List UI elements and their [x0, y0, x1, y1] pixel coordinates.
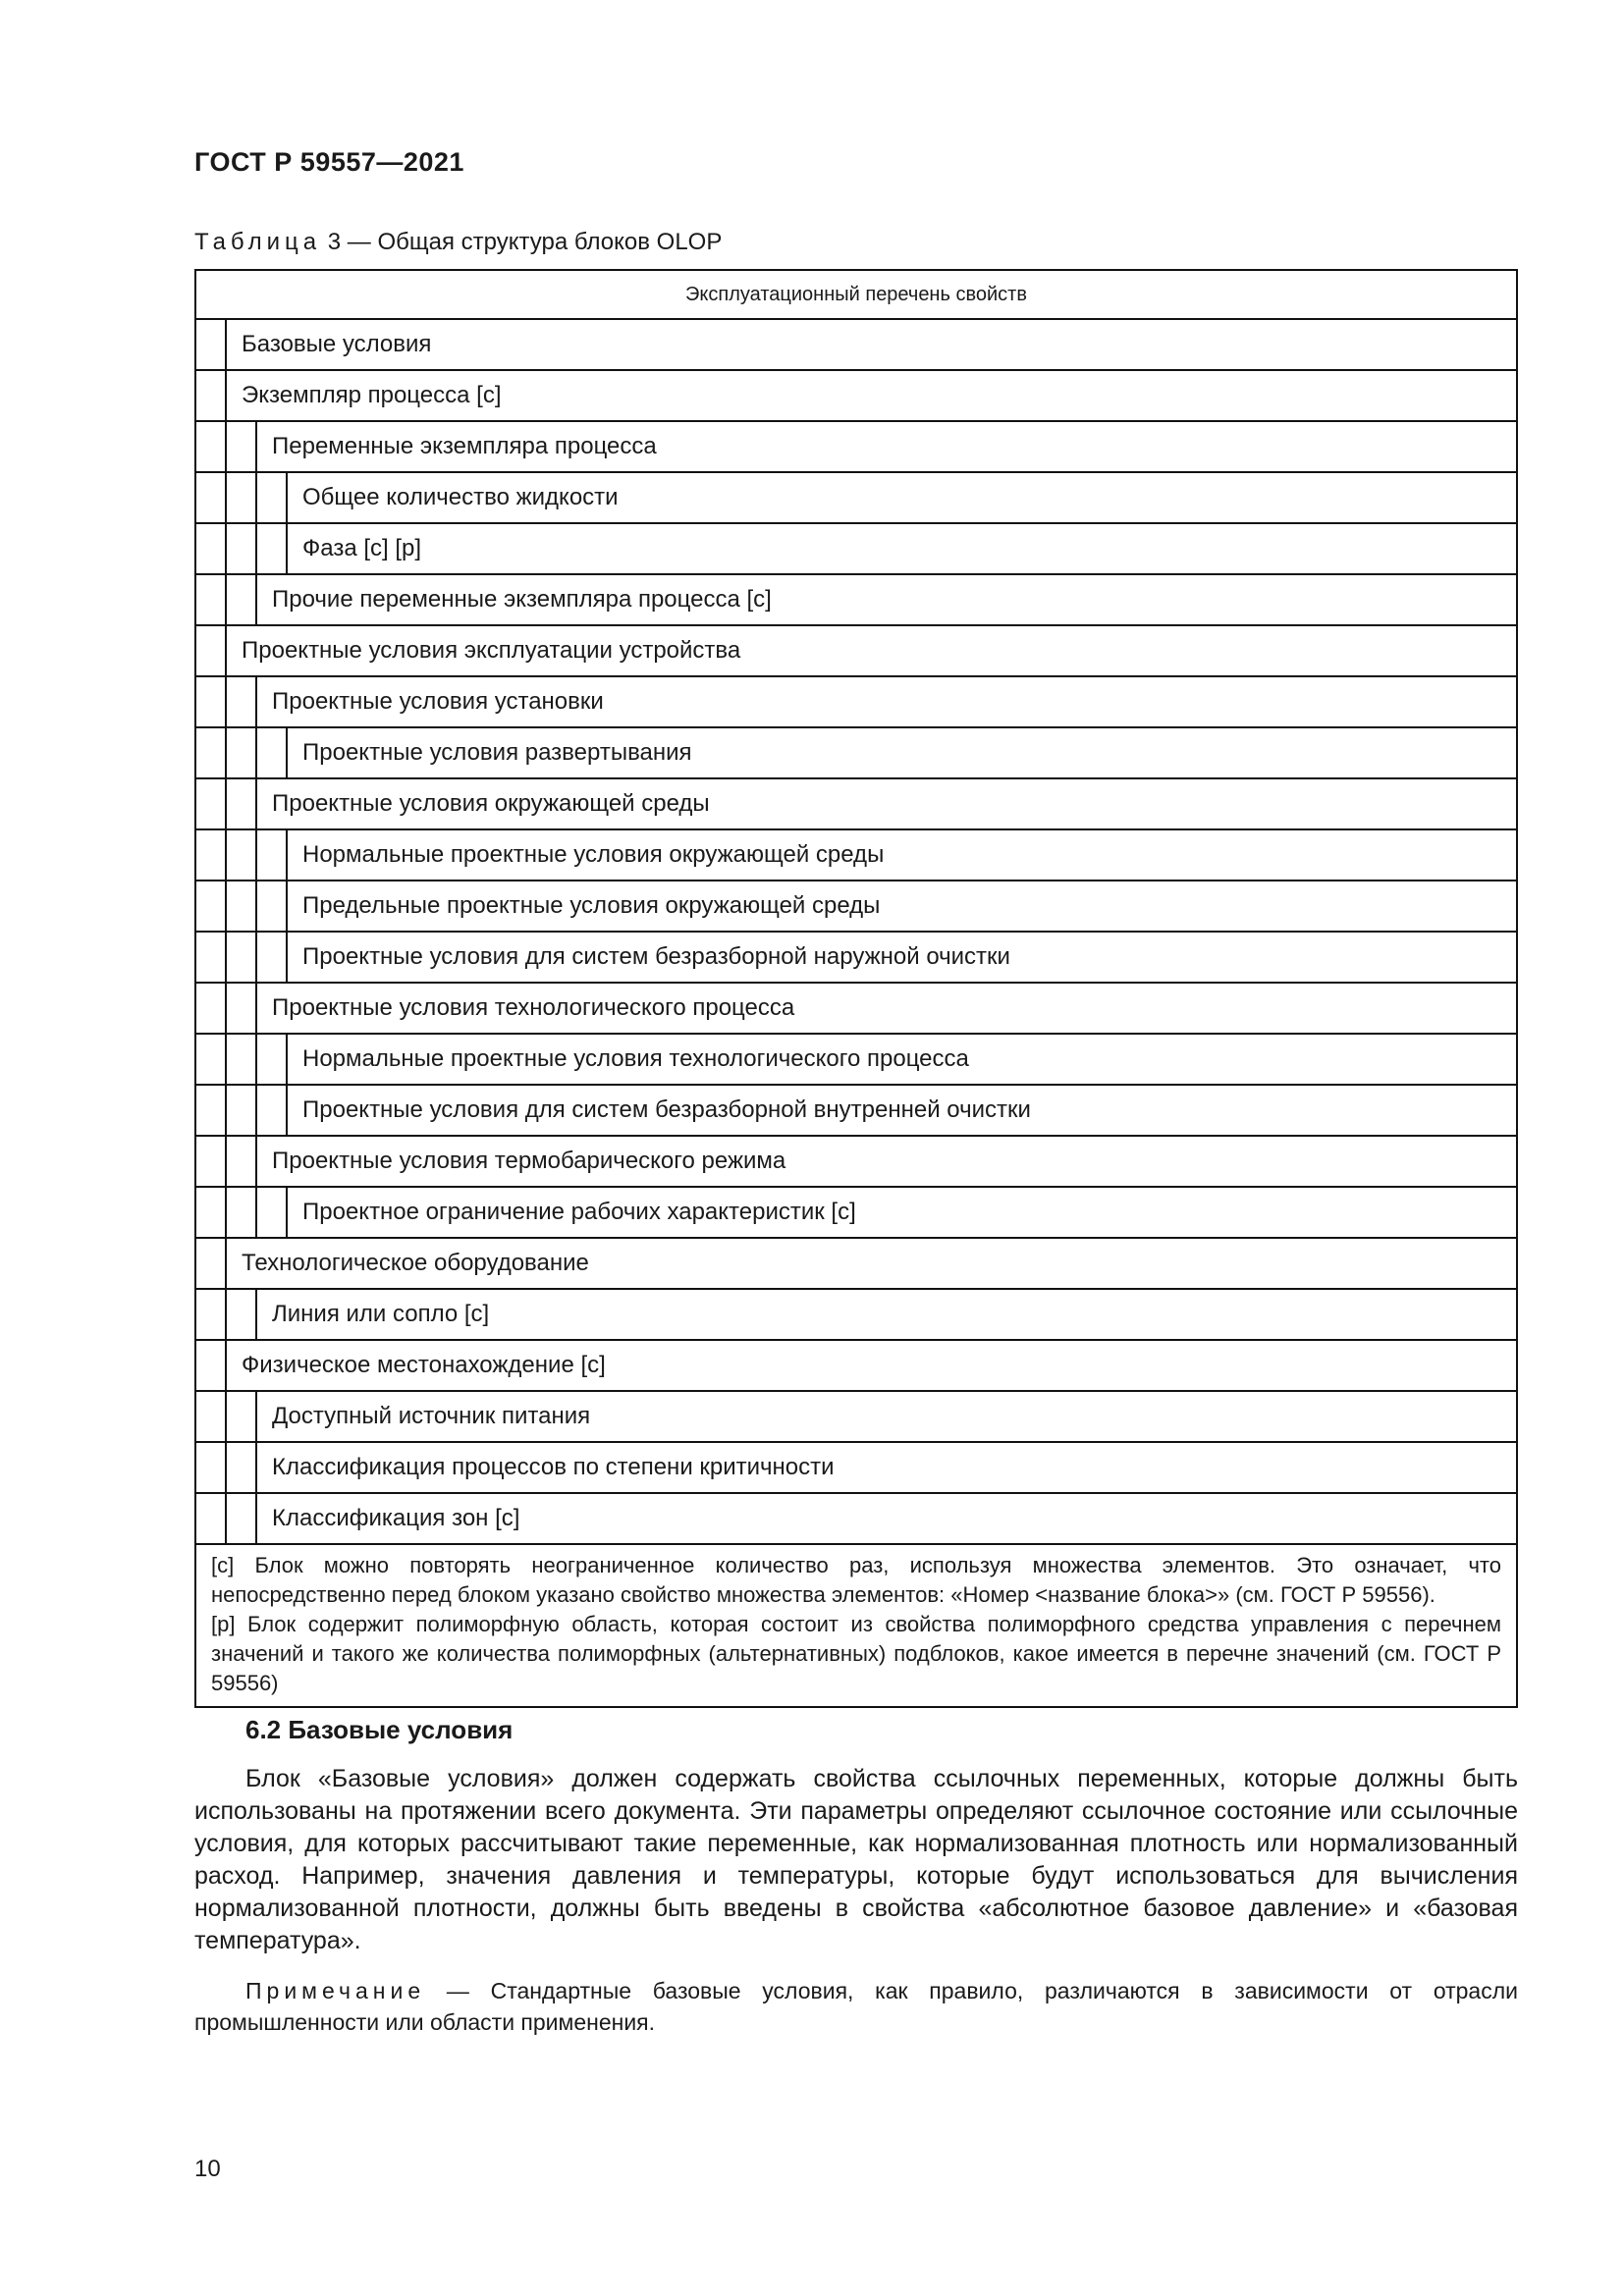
document-code: ГОСТ Р 59557—2021 — [194, 147, 464, 177]
indent-guide — [257, 881, 288, 931]
row-label: Экземпляр процесса [с] — [242, 382, 502, 408]
row-label: Классификация процессов по степени критичности — [272, 1454, 835, 1480]
indent-guide — [227, 1443, 257, 1492]
table-row — [196, 1290, 1516, 1341]
indent-guide — [196, 422, 227, 471]
table-row — [196, 677, 1516, 728]
table-row — [196, 1137, 1516, 1188]
table-row — [196, 575, 1516, 626]
indent-guide — [196, 1290, 227, 1339]
indent-guide — [227, 933, 257, 982]
indent-guide — [196, 1137, 227, 1186]
section-heading: 6.2 Базовые условия — [245, 1715, 514, 1744]
indent-guide — [196, 677, 227, 726]
indent-guide — [227, 524, 257, 573]
section-paragraph: Блок «Базовые условия» должен содержать свойства ссылочных переменных, которые должны быть использованы на протяжении всего документа. Эти параметры определяют ссылочное состояние или ссылочные условия, для которых рассчитывают такие переменные, как нормализованная плотность или нормализованный расход. Например, значения давления и температуры, которые будут использоваться для вычисления нормализованной плотности, должны быть введены в свойства «абсолютное базовое давление» и «базовая температура». — [194, 1765, 1518, 1954]
table-row — [196, 626, 1516, 677]
row-label: Нормальные проектные условия окружающей среды — [302, 841, 885, 868]
olop-structure-table — [194, 269, 1518, 1708]
table-row — [196, 1188, 1516, 1239]
table-row — [196, 473, 1516, 524]
indent-guide — [227, 830, 257, 880]
row-label: Проектные условия термобарического режима — [272, 1148, 786, 1174]
row-label: Классификация зон [с] — [272, 1505, 520, 1531]
indent-guide — [257, 1188, 288, 1237]
indent-guide — [227, 984, 257, 1033]
row-label: Проектные условия для систем безразборной наружной очистки — [302, 943, 1010, 970]
indent-guide — [196, 1494, 227, 1543]
row-label: Переменные экземпляра процесса — [272, 433, 657, 459]
indent-guide — [227, 1137, 257, 1186]
table-row — [196, 320, 1516, 371]
indent-guide — [196, 1443, 227, 1492]
row-label: Предельные проектные условия окружающей среды — [302, 892, 881, 919]
table-caption — [194, 229, 722, 256]
indent-guide — [196, 524, 227, 573]
indent-guide — [196, 933, 227, 982]
table-row — [196, 1086, 1516, 1137]
row-label: Проектные условия для систем безразборной внутренней очистки — [302, 1096, 1031, 1123]
indent-guide — [227, 1035, 257, 1084]
table-caption-prefix: Таблица — [194, 229, 322, 255]
row-label: Фаза [с] [р] — [302, 535, 422, 561]
indent-guide — [227, 728, 257, 777]
indent-guide — [257, 1035, 288, 1084]
table-row — [196, 1239, 1516, 1290]
indent-guide — [196, 779, 227, 828]
row-label: Проектные условия развертывания — [302, 739, 692, 766]
table-row — [196, 728, 1516, 779]
row-label: Физическое местонахождение [с] — [242, 1352, 606, 1378]
table-row — [196, 1035, 1516, 1086]
row-label: Технологическое оборудование — [242, 1250, 589, 1276]
indent-guide — [227, 881, 257, 931]
indent-guide — [196, 320, 227, 369]
indent-guide — [257, 524, 288, 573]
row-label: Базовые условия — [242, 331, 432, 357]
indent-guide — [227, 473, 257, 522]
table-row — [196, 984, 1516, 1035]
row-label: Нормальные проектные условия технологического процесса — [302, 1045, 969, 1072]
row-label: Проектные условия окружающей среды — [272, 790, 710, 817]
indent-guide — [227, 575, 257, 624]
indent-guide — [227, 1494, 257, 1543]
table-body — [196, 320, 1516, 1545]
indent-guide — [227, 677, 257, 726]
row-label: Проектное ограничение рабочих характеристик [с] — [302, 1199, 856, 1225]
indent-guide — [196, 881, 227, 931]
row-label: Линия или сопло [с] — [272, 1301, 490, 1327]
table-row — [196, 830, 1516, 881]
indent-guide — [196, 1392, 227, 1441]
indent-guide — [227, 1086, 257, 1135]
indent-guide — [196, 371, 227, 420]
table-row — [196, 1443, 1516, 1494]
indent-guide — [257, 1086, 288, 1135]
table-row — [196, 524, 1516, 575]
indent-guide — [227, 422, 257, 471]
section-note — [194, 1975, 1518, 2038]
page-number: 10 — [194, 2156, 221, 2182]
row-label: Проектные условия технологического процесса — [272, 994, 795, 1021]
indent-guide — [196, 728, 227, 777]
table-row — [196, 881, 1516, 933]
row-label: Проектные условия эксплуатации устройства — [242, 637, 741, 664]
indent-guide — [257, 728, 288, 777]
table-row — [196, 779, 1516, 830]
indent-guide — [196, 830, 227, 880]
row-label: Общее количество жидкости — [302, 484, 619, 510]
table-notes — [196, 1545, 1516, 1706]
indent-guide — [196, 575, 227, 624]
table-row — [196, 933, 1516, 984]
indent-guide — [196, 473, 227, 522]
indent-guide — [196, 1035, 227, 1084]
row-label: Проектные условия установки — [272, 688, 604, 715]
indent-guide — [196, 984, 227, 1033]
indent-guide — [196, 1341, 227, 1390]
table-row — [196, 1341, 1516, 1392]
indent-guide — [227, 1290, 257, 1339]
note-label: Примечание — [245, 1978, 426, 2003]
indent-guide — [196, 626, 227, 675]
indent-guide — [257, 473, 288, 522]
table-note-p: [р] Блок содержит полиморфную область, которая состоит из свойства полиморфного средства управления с перечнем значений и такого же количества полиморфных (альтернативных) подблоков, какое имеется в перечне значений (см. ГОСТ Р 59556) — [211, 1612, 1501, 1695]
note-text: — Стандартные базовые условия, как правило, различаются в зависимости от отрасли промышленности или области применения. — [194, 1978, 1518, 2035]
table-header: Эксплуатационный перечень свойств — [196, 271, 1516, 320]
row-label: Доступный источник питания — [272, 1403, 591, 1429]
table-row — [196, 422, 1516, 473]
indent-guide — [257, 830, 288, 880]
table-row — [196, 1392, 1516, 1443]
indent-guide — [196, 1239, 227, 1288]
table-note-c: [с] Блок можно повторять неограниченное количество раз, используя множества элементов. Это означает, что непосредственно перед блоком указано свойство множества элементов: «Номер <название блока>» (см. ГОСТ Р 59556). — [211, 1553, 1501, 1607]
indent-guide — [227, 1392, 257, 1441]
indent-guide — [227, 1188, 257, 1237]
indent-guide — [227, 779, 257, 828]
table-row — [196, 1494, 1516, 1545]
indent-guide — [196, 1086, 227, 1135]
indent-guide — [257, 933, 288, 982]
table-caption-text: 3 — Общая структура блоков OLOP — [321, 229, 723, 255]
table-row — [196, 371, 1516, 422]
indent-guide — [196, 1188, 227, 1237]
row-label: Прочие переменные экземпляра процесса [с] — [272, 586, 772, 613]
